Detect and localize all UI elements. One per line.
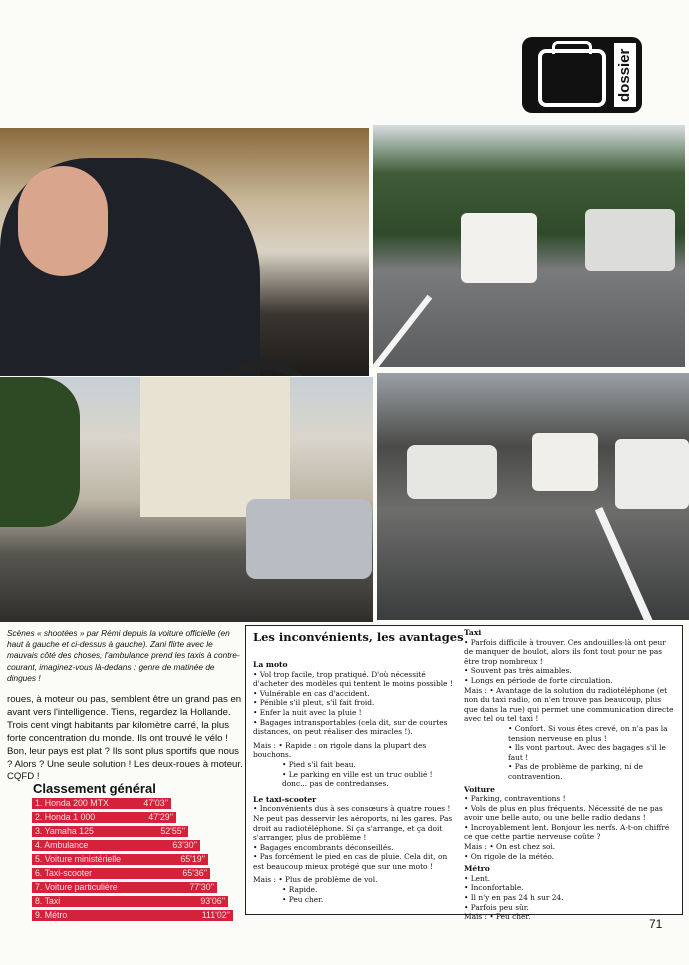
voiture-line: • Incroyablement lent. Bonjour les nerfs. A-t-on chiffré ce que cette partie nerveuse coûte ? <box>464 822 670 842</box>
section-heading-metro: Métro <box>464 864 490 874</box>
section-heading-voiture: Voiture <box>464 784 496 794</box>
photo-grey-car <box>585 209 675 271</box>
ranking-label: 4. Ambulance <box>35 840 89 850</box>
ranking-label: 8. Taxi <box>35 896 61 906</box>
ranking-time: 52'55'' <box>160 826 185 836</box>
moto-mais: Mais : • Rapide : on rigole dans la plupart des bouchons. <box>253 740 427 760</box>
moto-line: • Vol trop facile, trop pratiqué. D'où nécessité d'acheter des modèles qui tentent le moins possible ! <box>253 669 453 689</box>
voiture-mais: Mais : • On est chez soi. <box>464 842 556 852</box>
photo-driver <box>0 128 369 376</box>
photo-road-line <box>595 507 655 620</box>
photo-caption: Scènes « shootées » par Rémi depuis la voiture officielle (en haut à gauche et ci-dessus à gauche). Zani flirte avec le mauvais côté des choses, l'ambulance prend les taxis à contre-courant, imaginez-vous là-dedans : genre de matinée de dingues ! <box>7 628 240 683</box>
voiture-line: • Vols de plus en plus fréquents. Nécessité de ne pas avoir une belle auto, ou une belle radio dedans ! <box>464 803 663 823</box>
metro-line: • Parfois peu sûr. <box>464 902 529 912</box>
taxi-mais: Mais : • Avantage de la solution du radiotéléphone (et non du taxi radio, on n'en trouve pas beaucoup, plus que dans la rue) qui permet une communication directe avec tel ou tel taxi ! <box>464 685 674 724</box>
metro-mais: Mais : • Peu cher. <box>464 912 531 922</box>
photo-road-line <box>373 295 432 367</box>
ranking-row <box>32 812 176 823</box>
ranking-row <box>32 840 200 851</box>
ranking-label: 7. Voiture particulière <box>35 882 118 892</box>
ranking-label: 3. Yamaha 125 <box>35 826 94 836</box>
logo-word: dossier <box>614 43 636 107</box>
taxi-scooter-line: • Pas forcément le pied en cas de pluie. Cela dit, on est beaucoup mieux protégé que sur une moto ! <box>253 852 448 871</box>
taxi-scooter-line: • Inconvénients dus à ses consœurs à quatre roues ! Ne peut pas desservir les aéroports, ni les gares. Pas droit au radiotéléphone. Si ça s'arrange, et ça doit s'arranger, plus de problème ! <box>253 804 453 843</box>
ranking-time: 77'30'' <box>189 882 214 892</box>
page-number: 71 <box>649 917 663 931</box>
pros-cons-box <box>245 625 683 922</box>
ranking-time: 93'06'' <box>200 896 225 906</box>
moto-mais-line: • Pied s'il fait beau. <box>282 759 356 769</box>
ranking-label: 2. Honda 1 000 <box>35 812 96 822</box>
intro-paragraph: roues, à moteur ou pas, semblent être un grand pas en avant vers l'intelligence. Tiens, regardez la Hollande. Trois cent vingt habitants par kilomètre carré, la plus forte concentration du monde. Ils ont trouvé le vélo ! Bon, leur pays est plat ? Ils sont plus sportifs que nous ? Alors ? Une seule solution ! Les deux-roues à moteur. CQFD ! <box>7 694 243 783</box>
ranking-row <box>32 882 217 893</box>
voiture-line: • Parking, contraventions ! <box>464 794 566 804</box>
pros-cons-right-column <box>464 628 676 922</box>
ranking-time: 63'30'' <box>172 840 197 850</box>
taxi-scooter-mais: Mais : • Plus de problème de vol. <box>253 875 378 885</box>
section-heading-taxi-scooter: Le taxi-scooter <box>253 794 317 804</box>
moto-mais-line: • Le parking en ville est un truc oublié ! donc... pas de contredanses. <box>282 769 433 789</box>
ranking-title: Classement général <box>33 781 156 796</box>
taxi-scooter-mais-line: • Rapide. <box>282 885 318 895</box>
voiture-mais-line: • On rigole de la météo. <box>464 851 555 861</box>
photo-ambulance-traffic <box>377 373 689 620</box>
photo-ambulance <box>532 433 598 491</box>
photo-car-right <box>615 439 689 509</box>
taxi-mais-line: • Ils vont partout. Avec des bagages s'il le faut ! <box>508 743 666 762</box>
photo-driver-figure <box>0 158 260 376</box>
section-heading-taxi: Taxi <box>464 628 482 637</box>
metro-line: • Lent. <box>464 873 491 883</box>
photo-taxi-avenue <box>373 125 685 367</box>
ranking-time: 47'29'' <box>148 812 173 822</box>
moto-line: • Pénible s'il pleut, s'il fait froid. <box>253 698 375 708</box>
pros-cons-left-column <box>253 660 458 904</box>
section-heading-moto: La moto <box>253 660 288 669</box>
ranking-time: 65'19'' <box>180 854 205 864</box>
photo-driver-head <box>18 166 108 276</box>
photo-building <box>140 377 290 517</box>
ranking-label: 5. Voiture ministérielle <box>35 854 122 864</box>
photo-car-left <box>407 445 497 499</box>
moto-line: • Vulnérable en cas d'accident. <box>253 688 370 698</box>
ranking-time: 111'02'' <box>201 910 230 920</box>
ranking-row <box>32 826 188 837</box>
ranking-row <box>32 910 233 921</box>
dossier-logo <box>522 37 642 113</box>
photo-taxi-car <box>461 213 537 283</box>
taxi-scooter-mais-line: • Peu cher. <box>282 894 324 904</box>
ranking-label: 6. Taxi-scooter <box>35 868 93 878</box>
ranking-row <box>32 798 171 809</box>
suitcase-icon <box>538 49 606 107</box>
metro-line: • Il n'y en pas 24 h sur 24. <box>464 893 564 903</box>
photo-street-buildings <box>0 377 373 622</box>
taxi-line: • Souvent pas très aimables. <box>464 666 572 676</box>
moto-line: • Enfer la nuit avec la pluie ! <box>253 707 362 717</box>
ranking-row <box>32 868 210 879</box>
photo-tree <box>0 377 80 527</box>
pros-cons-title: Les inconvénients, les avantages <box>253 630 464 644</box>
metro-line: • Inconfortable. <box>464 883 524 893</box>
taxi-mais-line: • Confort. Si vous êtes crevé, on n'a pas la tension nerveuse en plus ! <box>508 723 668 743</box>
photo-car <box>246 499 372 579</box>
taxi-line: • Longs en période de forte circulation. <box>464 675 613 685</box>
ranking-time: 65'36'' <box>182 868 207 878</box>
taxi-line: • Parfois difficile à trouver. Ces andouilles-là ont peur de manquer de boulot, alors ils font tout pour ne pas être trop nombreux ! <box>464 637 666 666</box>
taxi-scooter-line: • Bagages encombrants déconseillés. <box>253 842 394 852</box>
ranking-row <box>32 896 228 907</box>
moto-line: • Bagages intransportables (cela dit, sur de courtes distances, on peut réaliser des miracles !). <box>253 717 448 737</box>
ranking-time: 47'03'' <box>143 798 168 808</box>
ranking-label: 9. Métro <box>35 910 68 920</box>
ranking-label: 1. Honda 200 MTX <box>35 798 109 808</box>
taxi-mais-line: • Pas de problème de parking, ni de contravention. <box>508 762 643 781</box>
ranking-row <box>32 854 208 865</box>
